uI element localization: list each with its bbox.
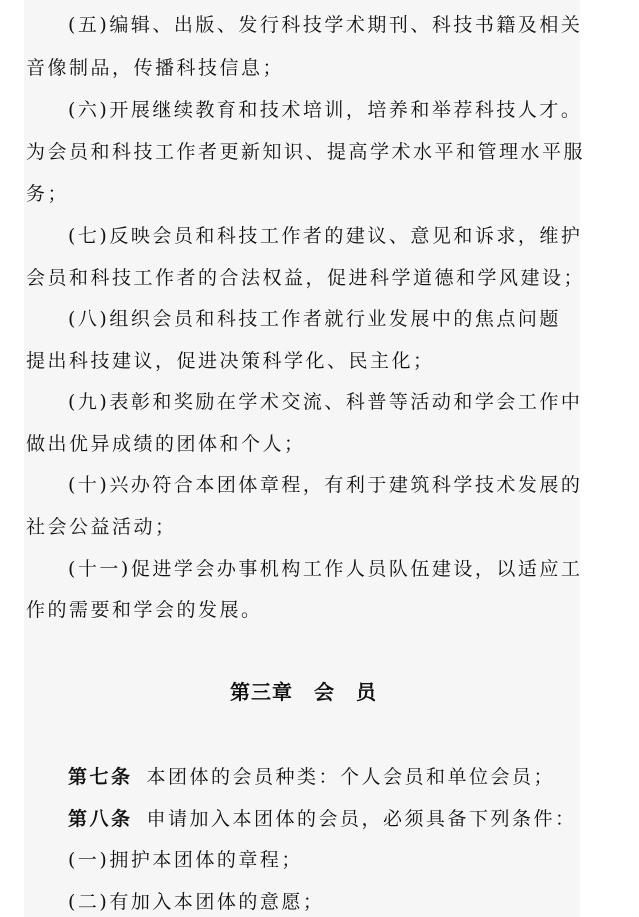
condition-2: (二)有加入本团体的意愿； xyxy=(68,891,325,913)
condition-1: (一)拥护本团体的章程； xyxy=(68,849,303,871)
clause-6-line-1: (六)开展继续教育和技术培训，培养和举荐科技人才。 xyxy=(68,99,583,121)
clause-6-line-2: 为会员和科技工作者更新知识、提高学术水平和管理水平服 xyxy=(26,141,586,163)
clause-5-line-1: (五)编辑、出版、发行科技学术期刊、科技书籍及相关 xyxy=(68,14,583,36)
clause-7-line-2: 会员和科技工作者的合法权益，促进科学道德和学风建设； xyxy=(26,267,586,289)
article-8 xyxy=(68,806,577,832)
clause-10-line-1: (十)兴办符合本团体章程，有利于建筑科学技术发展的 xyxy=(68,474,583,496)
clause-10-line-2: 社会公益活动； xyxy=(26,516,177,538)
clause-9-line-2: 做出优异成绩的团体和个人； xyxy=(26,433,306,455)
clause-8-line-1: (八)组织会员和科技工作者就行业发展中的焦点问题 xyxy=(68,308,561,330)
clause-11-line-1: (十一)促进学会办事机构工作人员队伍建设，以适应工 xyxy=(68,558,583,580)
article-7-label: 第七条 xyxy=(68,766,133,788)
article-8-text: 申请加入本团体的会员，必须具备下列条件： xyxy=(146,808,577,830)
clause-5-line-2: 音像制品，传播科技信息； xyxy=(26,57,285,79)
clause-9-line-1: (九)表彰和奖励在学术交流、科普等活动和学会工作中 xyxy=(68,391,583,413)
clause-6-line-3: 务； xyxy=(26,183,70,205)
clause-7-line-1: (七)反映会员和科技工作者的建议、意见和诉求，维护 xyxy=(68,225,583,247)
article-7-text: 本团体的会员种类：个人会员和单位会员； xyxy=(146,766,556,788)
clause-11-line-2: 作的需要和学会的发展。 xyxy=(26,599,263,621)
clause-8-line-2: 提出科技建议，促进决策科学化、民主化； xyxy=(26,350,435,372)
article-8-label: 第八条 xyxy=(68,808,133,830)
chapter-title: 第三章 会 员 xyxy=(230,680,377,704)
article-7 xyxy=(68,764,555,790)
